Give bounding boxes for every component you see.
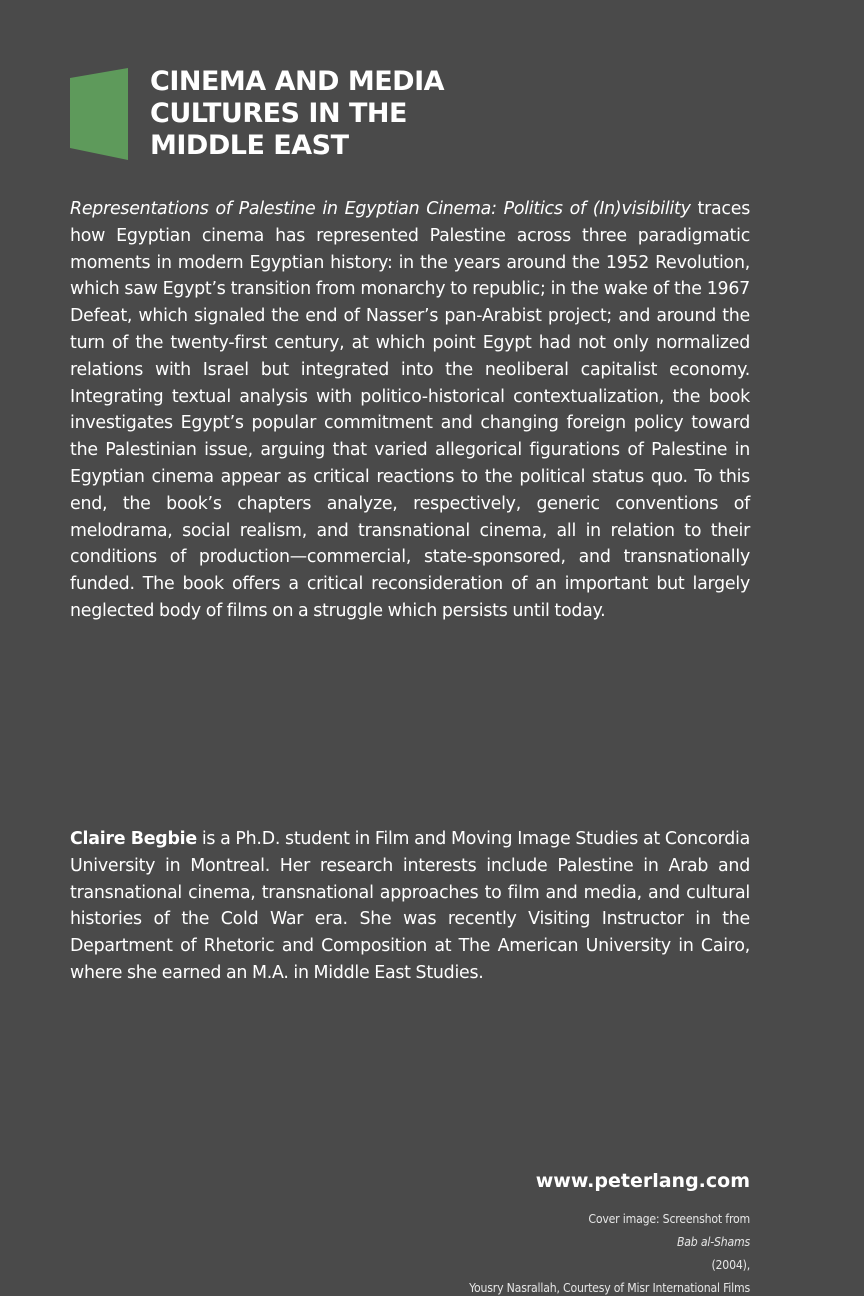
credit-film-title: Bab al-Shams (676, 1235, 750, 1249)
credit-prefix: Cover image: Screenshot from (588, 1212, 750, 1226)
cover-image-credit (469, 1208, 750, 1296)
publisher-website-link[interactable]: www.peterlang.com (535, 1170, 750, 1192)
series-logo-icon (70, 68, 130, 160)
book-description-text: traces how Egyptian cinema has represented Palestine across three paradigmatic moments in modern Egyptian history: in the years around the 1952 Revolution, which saw Egypt’s transition from monarchy to republic; in the wake of the 1967 Defeat, which signaled the end of Nasser’s pan-Arabist project; and around the turn of the twenty-first century, at which point Egypt had not only normalized relations with Israel but integrated into the neoliberal capitalist economy. Integrating textual analysis with politico-historical contextualization, the book investigates Egypt’s popular commitment and changing foreign policy toward the Palestinian issue, arguing that varied allegorical figurations of Palestine in Egyptian cinema appear as critical reactions to the political status quo. To this end, the book’s chapters analyze, respectively, generic conventions of melodrama, social realism, and transnational cinema, all in relation to their conditions of production—commercial, state-sponsored, and transnationally funded. The book offers a critical reconsideration of an important but largely neglected body of films on a struggle which persists until today. (70, 199, 751, 621)
author-bio (70, 826, 750, 987)
series-logo-shape (70, 68, 128, 160)
series-title-line-2: CULTURES IN THE (150, 98, 407, 129)
author-name: Claire Begbie (70, 829, 197, 849)
book-title: Representations of Palestine in Egyptian Cinema: Politics of (In)visibility (70, 199, 691, 219)
credit-line-2: Yousry Nasrallah, Courtesy of Misr International Films (469, 1281, 750, 1295)
series-title (150, 66, 470, 162)
series-title-line-1: CINEMA AND MEDIA (150, 66, 445, 97)
book-description (70, 196, 750, 625)
series-title-line-3: MIDDLE EAST (150, 130, 349, 161)
credit-line-1 (469, 1208, 750, 1277)
author-bio-text: is a Ph.D. student in Film and Moving Image Studies at Concordia University in Montreal. Her research interests include Palestine in Arab and transnational cinema, transnational approaches to film and media, and cultural histories of the Cold War era. She was recently Visiting Instructor in the Department of Rhetoric and Composition at The American University in Cairo, where she earned an M.A. in Middle East Studies. (70, 829, 750, 983)
credit-year: (2004), (711, 1258, 750, 1272)
